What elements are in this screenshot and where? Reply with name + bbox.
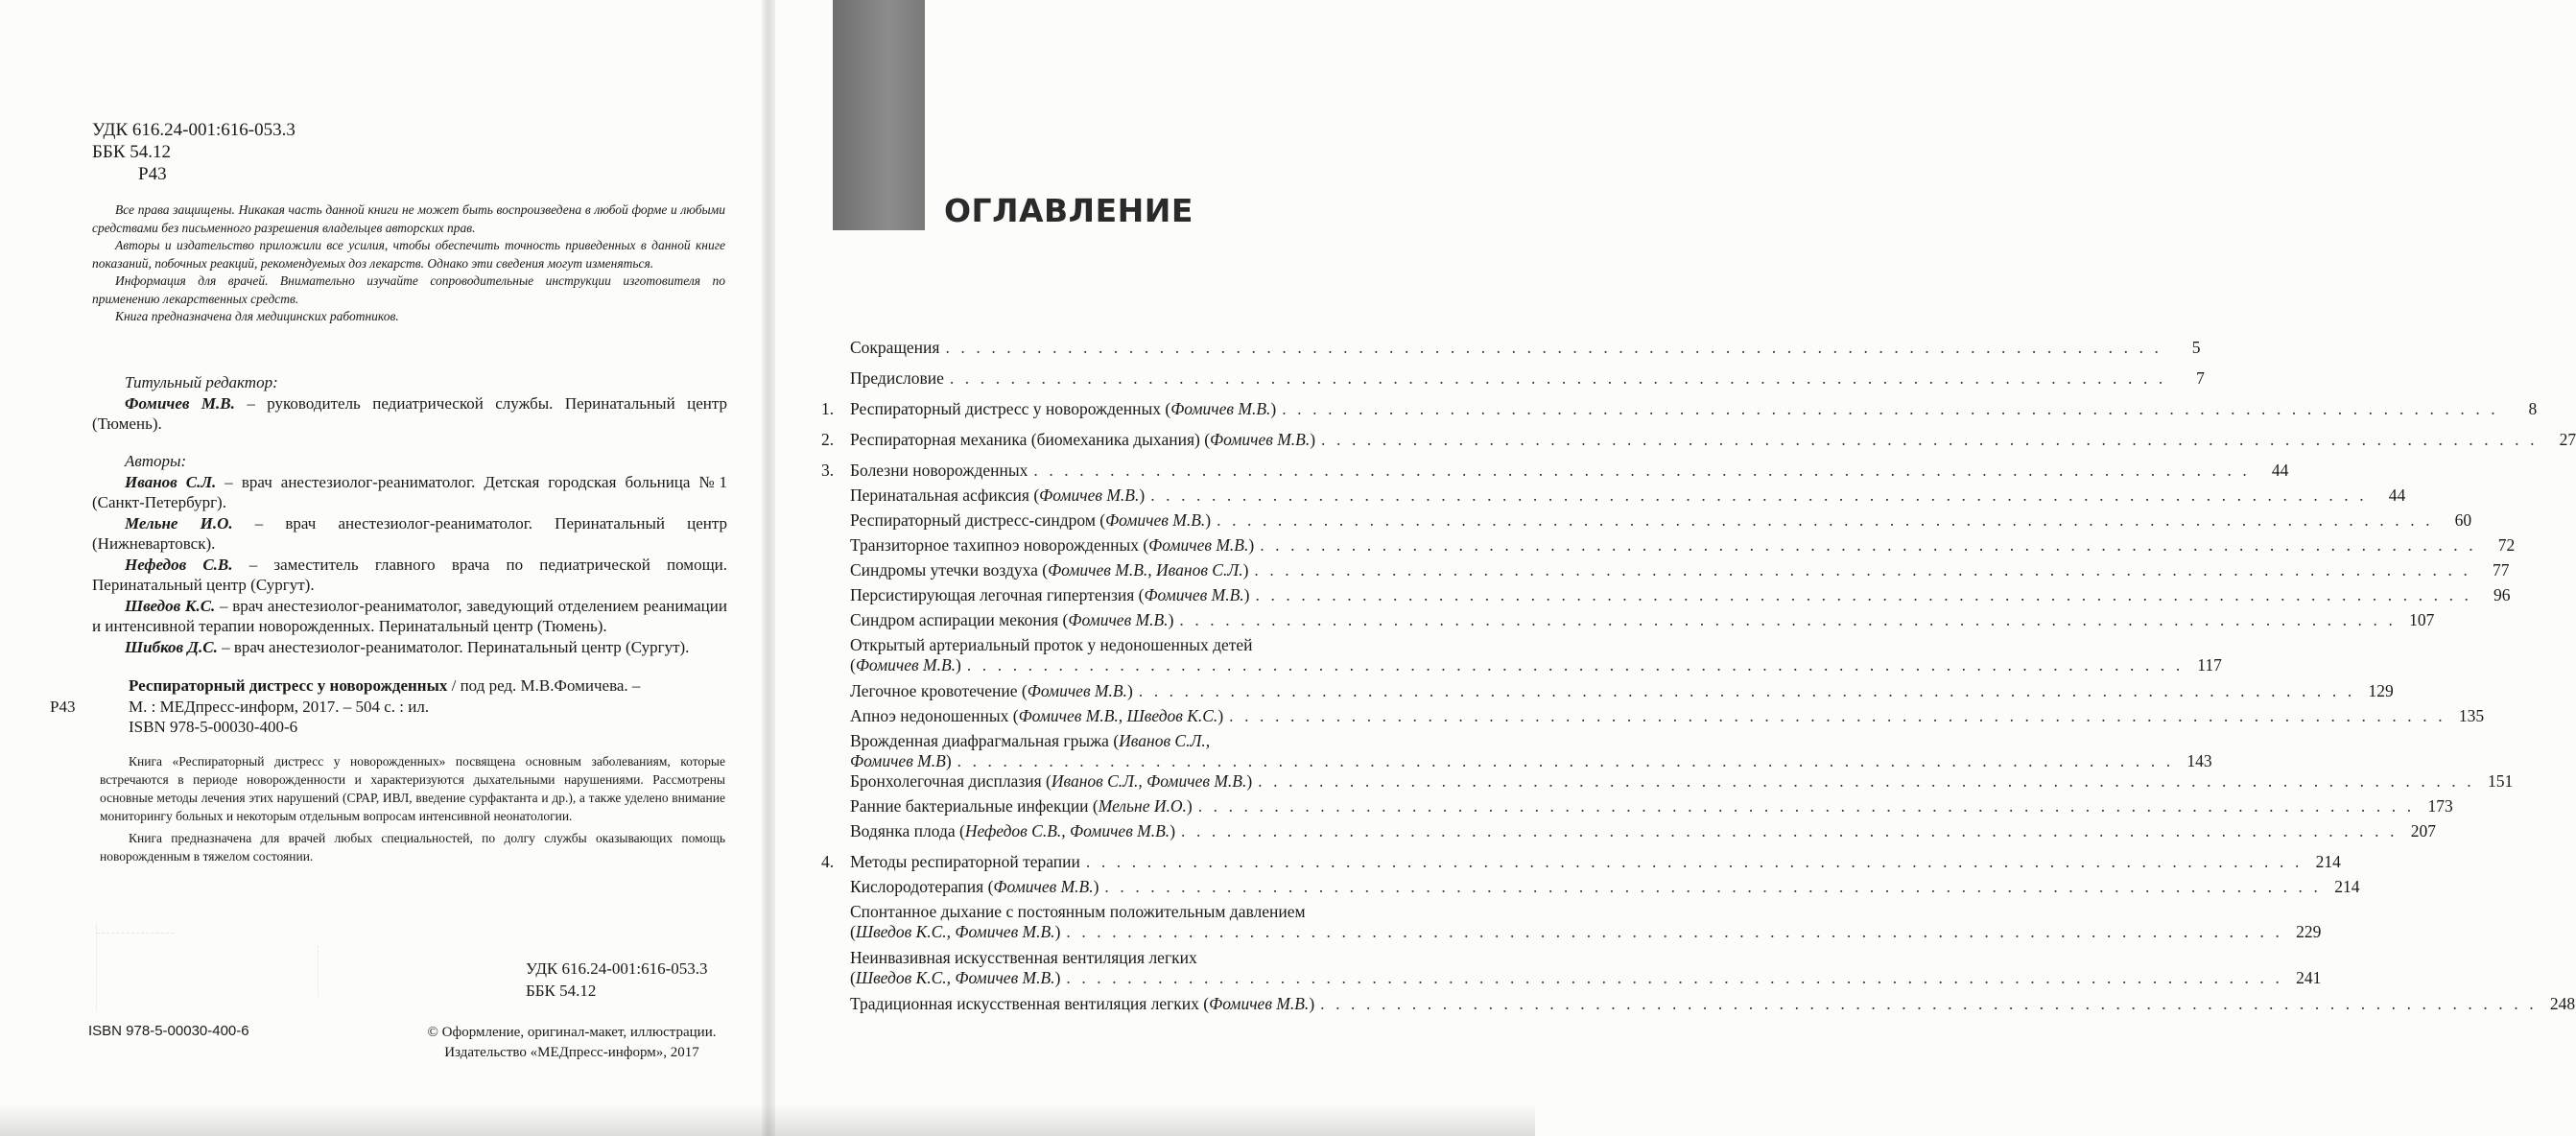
udk-bottom-block (526, 958, 708, 1002)
toc-page-number: 77 (2492, 560, 2510, 580)
toc-page-number: 173 (2427, 796, 2453, 816)
rights-paragraph: Книга предназначена для медицинских работников. (115, 309, 399, 323)
author-desc: – заместитель главного врача по педиатрической помощи. Перинатальный центр (Сургут). (92, 555, 728, 594)
toc-entry-title: Сокращения (850, 338, 940, 357)
toc-entry[interactable] (821, 430, 2576, 450)
annotation-paragraph: Книга предназначена для врачей любых специальностей, по долгу службы оказывающих помощь новорожденным в тяжелом состоянии. (100, 831, 725, 864)
toc-page-number: 96 (2493, 585, 2511, 604)
biblio-title-line (50, 675, 727, 697)
toc-entry-title: Респираторный дистресс у новорожденных (Фомичев М.В.) (850, 399, 1277, 418)
author-sign: Р43 (138, 164, 167, 184)
toc-page-number: 214 (2315, 852, 2341, 871)
faded-stamp (96, 923, 327, 1011)
toc-entry-author: Фомичев М.В. (1209, 994, 1310, 1013)
toc-entry[interactable] (821, 681, 2394, 701)
toc-page-number: 241 (2296, 968, 2322, 987)
editor-desc: – руководитель педиатрической службы. Перинатальный центр (Тюмень). (92, 393, 727, 433)
toc-entry[interactable] (821, 560, 2510, 580)
toc-entry[interactable] (821, 368, 2205, 389)
toc-entry-author: Фомичев М.В. (1068, 610, 1169, 629)
toc-entry-author: Фомичев М.В. (1039, 485, 1140, 505)
toc-entry-title: Методы респираторной терапии (850, 852, 1080, 871)
toc-entry-author: Фомичев М.В. (855, 655, 957, 674)
author-desc: – врач анестезиолог-реаниматолог, заведующий отделением реанимации и интенсивной терапии новорожденных. Перинатальный центр (Тюмень). (92, 596, 727, 635)
copyright-line: © Оформление, оригинал-макет, иллюстрации. (427, 1025, 717, 1040)
toc-row (821, 585, 2511, 605)
toc-entry[interactable] (821, 485, 2406, 506)
toc-entry[interactable] (821, 731, 2212, 771)
toc-entry-title: Фомичев М.В) (850, 751, 952, 770)
toc-page-number: 44 (2388, 485, 2406, 505)
toc-page-number: 117 (2197, 655, 2222, 674)
stamp-mark (212, 946, 319, 996)
toc-page-number: 129 (2368, 681, 2394, 700)
authors-label: Авторы: (125, 452, 187, 470)
toc-dot-leader: . . . . . . . . . . . . . . . . . . . . . . . . . . . . . . . . . . . . . . . . . . . . . . . . . . . . . . . . . . . . . . . . . . . . . . . . . . . . . . . . (1217, 510, 2434, 530)
biblio-publisher-row (50, 697, 727, 718)
toc-entry-title: (Шведов К.С., Фомичев М.В.) (850, 968, 1061, 987)
toc-dot-leader: . . . . . . . . . . . . . . . . . . . . . . . . . . . . . . . . . . . . . . . . . . . . . . . . . . . . . . . . . . . . . . . . . . . . . . . . . . . . . . . . (1150, 485, 2368, 505)
toc-row (821, 610, 2435, 630)
toc-page-number: 143 (2186, 751, 2212, 770)
toc-entry-author: Фомичев М.В., Шведов К.С. (1018, 706, 1218, 725)
toc-dot-leader: . . . . . . . . . . . . . . . . . . . . . . . . . . . . . . . . . . . . . . . . . . . . . . . . . . . . . . . . . . . . . . . . . . . . . . . . . . . . . . . . (1260, 535, 2477, 555)
author-name: Шибков Д.С. (125, 637, 218, 656)
toc-dot-leader: . . . . . . . . . . . . . . . . . . . . . . . . . . . . . . . . . . . . . . . . . . . . . . . . . . . . . . . . . . . . . . . . . . . . . . . . . . . . . . . . (1179, 610, 2397, 629)
toc-entry-number: 4. (821, 852, 835, 871)
biblio-publisher: М. : МЕДпресс-информ, 2017. – 504 с. : ил. (129, 697, 430, 716)
author-name: Мельне И.О. (125, 513, 233, 532)
annotation-paragraph: Книга «Респираторный дистресс у новорожденных» посвящена основным заболеваниям, которые встречаются в периоде новорожденности и характеризуются дыхательными нарушениями. Рассмотрены основные методы лечения этих нарушений (СРАР, ИВЛ, введение сурфактанта и др.), а также уделено внимание мониторингу больных и некоторым отдельным вопросам интенсивной неонатологии. (100, 754, 725, 823)
toc-row (821, 877, 2360, 897)
toc-entry[interactable] (821, 635, 2222, 675)
toc-entry-title: Болезни новорожденных (850, 461, 1028, 480)
toc-entry[interactable] (821, 399, 2538, 419)
toc-entry-title: Респираторная механика (биомеханика дыхания) (Фомичев М.В.) (850, 430, 1316, 449)
toc-entry-title: Спонтанное дыхание с постоянным положительным давлением (850, 902, 1306, 921)
bibliographic-record (50, 675, 727, 738)
toc-row (821, 430, 2576, 450)
toc-entry-author: Иванов С.Л., (1119, 731, 1211, 750)
toc-entry-title: Бронхолегочная дисплазия (Иванов С.Л., Фомичев М.В.) (850, 771, 1253, 791)
toc-row (821, 560, 2510, 580)
toc-entry[interactable] (821, 852, 2341, 872)
udk-block (92, 119, 295, 185)
toc-entry[interactable] (821, 796, 2453, 816)
toc-page-number: 214 (2334, 877, 2360, 896)
author-entry (92, 596, 727, 637)
toc-entry-author: Фомичев М.В. (1210, 430, 1311, 449)
toc-entry-title: Синдромы утечки воздуха (Фомичев М.В., Иванов С.Л.) (850, 560, 1249, 580)
toc-dot-leader: . . . . . . . . . . . . . . . . . . . . . . . . . . . . . . . . . . . . . . . . . . . . . . . . . . . . . . . . . . . . . . . . . . . . . . . . . . . . . . . . (1320, 994, 2538, 1013)
author-entry (92, 513, 727, 555)
toc-dot-leader: . . . . . . . . . . . . . . . . . . . . . . . . . . . . . . . . . . . . . . . . . . . . . . . . . . . . . . . . . . . . . . . . . . . . . . . . . . . . . . . . (1254, 560, 2471, 580)
bbk-code: ББК 54.12 (92, 142, 171, 162)
toc-row (821, 796, 2453, 816)
udk-bottom: УДК 616.24-001:616-053.3 (526, 959, 708, 978)
toc-row (821, 510, 2472, 531)
right-page (775, 0, 2576, 1136)
annotation (100, 752, 725, 869)
toc-entry-title: Персистирующая легочная гипертензия (Фомичев М.В.) (850, 585, 1250, 604)
toc-page-number: 151 (2487, 771, 2514, 791)
toc-row (821, 681, 2394, 701)
toc-entry-author: Фомичев М.В. (1105, 510, 1206, 530)
toc-row (821, 994, 2576, 1014)
toc-page-number: 44 (2271, 461, 2289, 480)
toc-dot-leader: . . . . . . . . . . . . . . . . . . . . . . . . . . . . . . . . . . . . . . . . . . . . . . . . . . . . . . . . . . . . . . . . . . . . . . . . . . . . . . . . (1104, 877, 2322, 896)
udk-code: УДК 616.24-001:616-053.3 (92, 120, 295, 140)
toc-row (821, 751, 2212, 771)
toc-entry-title: Традиционная искусственная вентиляция легких (Фомичев М.В.) (850, 994, 1315, 1013)
toc-dot-leader: . . . . . . . . . . . . . . . . . . . . . . . . . . . . . . . . . . . . . . . . . . . . . . . . . . . . . . . . . . . . . . . . . . . . . . . . . . . . . . . . (1085, 852, 2303, 871)
toc-entry-title: Респираторный дистресс-синдром (Фомичев М.В.) (850, 510, 1212, 530)
toc-dot-leader: . . . . . . . . . . . . . . . . . . . . . . . . . . . . . . . . . . . . . . . . . . . . . . . . . . . . . . . . . . . . . . . . . . . . . . . . . . . . . . . . (1066, 968, 2283, 987)
toc-heading: ОГЛАВЛЕНИЕ (944, 192, 1193, 229)
toc-entry-title: Апноэ недоношенных (Фомичев М.В., Шведов К.С.) (850, 706, 1224, 725)
toc-entry-title: Ранние бактериальные инфекции (Мельне И.О.) (850, 796, 1193, 816)
toc-row (821, 771, 2514, 792)
author-entry (92, 637, 727, 658)
copyright (409, 1023, 735, 1063)
toc-page-number: 60 (2454, 510, 2472, 530)
toc-entry-author: Нефедов С.В., Фомичев М.В. (964, 821, 1170, 840)
authors-block (92, 451, 727, 657)
toc-row (821, 485, 2406, 506)
toc-page-number: 135 (2458, 706, 2485, 725)
toc-entry-title: Легочное кровотечение (Фомичев М.В.) (850, 681, 1133, 700)
toc-row (821, 368, 2205, 389)
toc-entry-author: Мельне И.О. (1098, 796, 1187, 816)
toc-entry[interactable] (821, 821, 2437, 841)
copyright-line: Издательство «МЕДпресс-информ», 2017 (444, 1045, 699, 1060)
chapter-tab-bar (833, 0, 925, 230)
toc-entry-number: 1. (821, 399, 835, 418)
toc-page-number: 5 (2191, 338, 2201, 357)
toc-row (821, 535, 2516, 556)
toc-entry-title: Перинатальная асфиксия (Фомичев М.В.) (850, 485, 1146, 505)
toc-row (821, 821, 2437, 841)
toc-entry-title: Синдром аспирации мекония (Фомичев М.В.) (850, 610, 1174, 629)
toc-dot-leader: . . . . . . . . . . . . . . . . . . . . . . . . . . . . . . . . . . . . . . . . . . . . . . . . . . . . . . . . . . . . . . . . . . . . . . . . . . . . . . . . (1066, 922, 2283, 941)
biblio-isbn: ISBN 978-5-00030-400-6 (129, 718, 298, 736)
toc-entry-author: Фомичев М.В. (1027, 681, 1127, 700)
toc-page-number: 248 (2549, 994, 2576, 1013)
toc-entry[interactable] (821, 461, 2289, 481)
toc-entry-title: Водянка плода (Нефедов С.В., Фомичев М.В.) (850, 821, 1176, 840)
toc-entry-author: Фомичев М.В., Иванов С.Л. (1048, 560, 1243, 580)
author-desc: – врач анестезиолог-реаниматолог. Перинатальный центр (Сургут). (217, 637, 690, 656)
toc-dot-leader: . . . . . . . . . . . . . . . . . . . . . . . . . . . . . . . . . . . . . . . . . . . . . . . . . . . . . . . . . . . . . . . . . . . . . . . . . . . . . . . . (1321, 430, 2539, 449)
biblio-title: Респираторный дистресс у новорожденных (129, 676, 448, 695)
biblio-editor: / под ред. М.В.Фомичева. – (447, 676, 641, 695)
toc-entry[interactable] (821, 902, 2322, 942)
toc-dot-leader: . . . . . . . . . . . . . . . . . . . . . . . . . . . . . . . . . . . . . . . . . . . . . . . . . . . . . . . . . . . . . . . . . . . . . . . . . . . . . . . . (949, 368, 2166, 388)
toc-dot-leader: . . . . . . . . . . . . . . . . . . . . . . . . . . . . . . . . . . . . . . . . . . . . . . . . . . . . . . . . . . . . . . . . . . . . . . . . . . . . . . . . (1033, 461, 2251, 480)
toc-row (821, 706, 2485, 726)
toc-row (821, 922, 2322, 942)
toc-dot-leader: . . . . . . . . . . . . . . . . . . . . . . . . . . . . . . . . . . . . . . . . . . . . . . . . . . . . . . . . . . . . . . . . . . . . . . . . . . . . . . . . (1229, 706, 2446, 725)
toc-entry-title: Неинвазивная искусственная вентиляция легких (850, 948, 1197, 967)
toc-entry-title: Транзиторное тахипноэ новорожденных (Фомичев М.В.) (850, 535, 1255, 555)
toc-entry[interactable] (821, 338, 2201, 358)
toc-dot-leader: . . . . . . . . . . . . . . . . . . . . . . . . . . . . . . . . . . . . . . . . . . . . . . . . . . . . . . . . . . . . . . . . . . . . . . . . . . . . . . . . (1255, 585, 2472, 604)
toc-dot-leader: . . . . . . . . . . . . . . . . . . . . . . . . . . . . . . . . . . . . . . . . . . . . . . . . . . . . . . . . . . . . . . . . . . . . . . . . . . . . . . . . (957, 751, 2174, 770)
book-gutter (762, 0, 775, 1136)
toc-entry-author: Фомичев М.В. (993, 877, 1094, 896)
toc-row (821, 461, 2289, 481)
toc-entry-title: Кислородотерапия (Фомичев М.В.) (850, 877, 1099, 896)
toc-page-number: 27 (2559, 430, 2576, 449)
toc-entry-author: Шведов К.С., Фомичев М.В. (855, 968, 1055, 987)
toc-entry-title: Предисловие (850, 368, 944, 388)
toc-page-number: 8 (2528, 399, 2538, 418)
toc-page-number: 7 (2196, 368, 2205, 388)
left-page (0, 0, 762, 1136)
toc-entry-author: Фомичев М.В (850, 751, 946, 770)
toc-row (821, 655, 2222, 675)
editor-block (92, 372, 727, 435)
toc-entry-author: Фомичев М.В. (1170, 399, 1271, 418)
toc-entry[interactable] (821, 948, 2322, 988)
author-desc: – врач анестезиолог-реаниматолог. Детская городская больница №1 (Санкт-Петербург). (92, 472, 727, 511)
toc-entry-title: Врожденная диафрагмальная грыжа (Иванов С.Л., (850, 731, 1211, 750)
toc-row (821, 852, 2341, 872)
biblio-sign: Р43 (50, 697, 76, 716)
rights-paragraph: Авторы и издательство приложили все усилия, чтобы обеспечить точность приведенных в данной книге показаний, побочных реакций, рекомендуемых доз лекарств. Однако эти сведения могут изменяться. (92, 238, 725, 271)
toc-dot-leader: . . . . . . . . . . . . . . . . . . . . . . . . . . . . . . . . . . . . . . . . . . . . . . . . . . . . . . . . . . . . . . . . . . . . . . . . . . . . . . . . (1197, 796, 2415, 816)
author-name: Нефедов С.В. (125, 555, 233, 574)
editor-entry (92, 393, 727, 435)
isbn-bottom: ISBN 978-5-00030-400-6 (88, 1023, 249, 1039)
rights-paragraph: Информация для врачей. Внимательно изучайте сопроводительные инструкции изготовителя по применению лекарственных средств. (92, 273, 725, 306)
toc-entry-title: Открытый артериальный проток у недоношенных детей (850, 635, 1253, 654)
toc-row (821, 968, 2322, 988)
toc-entry[interactable] (821, 706, 2485, 726)
rights-notice (92, 201, 725, 326)
toc-row (821, 338, 2201, 358)
toc-entry-author: Фомичев М.В. (1144, 585, 1244, 604)
toc-page-number: 72 (2497, 535, 2516, 555)
editor-label: Титульный редактор: (125, 373, 278, 391)
author-entry (92, 472, 727, 513)
toc-entry-number: 2. (821, 430, 835, 449)
toc-entry-author: Шведов К.С., Фомичев М.В. (855, 922, 1055, 941)
author-name: Шведов К.С. (125, 596, 216, 615)
toc-entry-author: Фомичев М.В. (1148, 535, 1249, 555)
author-desc: – врач анестезиолог-реаниматолог. Перинатальный центр (Нижневартовск). (92, 513, 727, 553)
toc-entry-title: (Фомичев М.В.) (850, 655, 961, 674)
toc-dot-leader: . . . . . . . . . . . . . . . . . . . . . . . . . . . . . . . . . . . . . . . . . . . . . . . . . . . . . . . . . . . . . . . . . . . . . . . . . . . . . . . . (1282, 399, 2499, 418)
toc-entry[interactable] (821, 877, 2360, 897)
toc-entry[interactable] (821, 994, 2576, 1014)
toc-dot-leader: . . . . . . . . . . . . . . . . . . . . . . . . . . . . . . . . . . . . . . . . . . . . . . . . . . . . . . . . . . . . . . . . . . . . . . . . . . . . . . . . (1138, 681, 2355, 700)
toc-dot-leader: . . . . . . . . . . . . . . . . . . . . . . . . . . . . . . . . . . . . . . . . . . . . . . . . . . . . . . . . . . . . . . . . . . . . . . . . . . . . . . . . (1181, 821, 2399, 840)
toc-page-number: 229 (2296, 922, 2322, 941)
toc-entry-title: (Шведов К.С., Фомичев М.В.) (850, 922, 1061, 941)
toc-page-number: 107 (2409, 610, 2435, 629)
toc-row (821, 399, 2538, 419)
toc-entry[interactable] (821, 585, 2511, 605)
author-entry (92, 555, 727, 596)
author-name: Иванов С.Л. (125, 472, 217, 491)
toc-entry-author: Иванов С.Л., Фомичев М.В. (1051, 771, 1247, 791)
toc-entry[interactable] (821, 535, 2516, 556)
rights-paragraph: Все права защищены. Никакая часть данной книги не может быть воспроизведена в любой форме и любыми средствами без письменного разрешения владельцев авторских прав. (92, 202, 725, 235)
toc-page-number: 207 (2410, 821, 2437, 840)
toc-dot-leader: . . . . . . . . . . . . . . . . . . . . . . . . . . . . . . . . . . . . . . . . . . . . . . . . . . . . . . . . . . . . . . . . . . . . . . . . . . . . . . . . (1258, 771, 2475, 791)
toc-dot-leader: . . . . . . . . . . . . . . . . . . . . . . . . . . . . . . . . . . . . . . . . . . . . . . . . . . . . . . . . . . . . . . . . . . . . . . . . . . . . . . . . (966, 655, 2184, 674)
toc-entry-number: 3. (821, 461, 835, 480)
toc-entry[interactable] (821, 771, 2514, 792)
editor-name: Фомичев М.В. (125, 393, 235, 413)
stamp-mark (97, 933, 174, 957)
toc-dot-leader: . . . . . . . . . . . . . . . . . . . . . . . . . . . . . . . . . . . . . . . . . . . . . . . . . . . . . . . . . . . . . . . . . . . . . . . . . . . . . . . . (945, 338, 2162, 357)
toc-entry[interactable] (821, 610, 2435, 630)
toc-entry[interactable] (821, 510, 2472, 531)
bbk-bottom: ББК 54.12 (526, 982, 597, 1000)
